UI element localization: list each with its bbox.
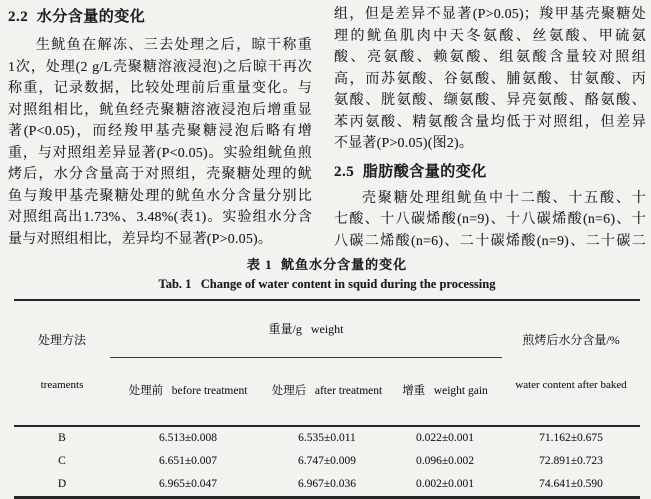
- header-weight-gain: 增重 weight gain: [388, 357, 502, 426]
- body-line: 生鱿鱼在解冻、三去处理之后，晾干称重: [36, 38, 312, 53]
- table-row: [14, 426, 640, 450]
- cell-before: 6.651±0.007: [158, 455, 218, 467]
- body-line: 七酸、十八碳烯酸(n=9)、十八碳烯酸(n=6)、十: [334, 212, 646, 227]
- cell-treatment: B: [58, 432, 66, 444]
- cell-water: 71.162±0.675: [539, 432, 603, 444]
- left-paragraph: [8, 35, 312, 250]
- right-column: [334, 4, 646, 254]
- cell-before: 6.965±0.047: [158, 478, 218, 490]
- body-line: 组，但是差异不显著(P>0.05)；羧甲基壳聚糖处: [334, 7, 646, 22]
- body-line: 烤后，水分含量高于对照组，壳聚糖处理的鱿: [8, 167, 312, 182]
- header-before-treatment: 处理前 before treatment: [110, 357, 266, 426]
- cell-before: 6.513±0.008: [158, 432, 218, 444]
- body-line: 高，而苏氨酸、谷氨酸、脯氨酸、甘氨酸、丙: [334, 71, 646, 87]
- right-paragraph-2: [334, 188, 646, 253]
- body-line: 对照组相比，鱿鱼经壳聚糖溶液浸泡后增重显: [8, 102, 312, 118]
- body-line: 苯丙氨酸、精氨酸含量均低于对照组，但差异: [334, 114, 646, 130]
- table-row: [14, 450, 640, 473]
- two-column-text-area: [8, 4, 646, 254]
- cell-water: 72.891±0.723: [539, 455, 603, 467]
- header-weight-group: 重量/g weight: [110, 300, 502, 357]
- body-line: 理的鱿鱼肌肉中天冬氨酸、丝氨酸、甲硫氨: [334, 28, 646, 44]
- cell-gain: 0.022±0.001: [415, 432, 475, 444]
- header-treatment-en: treaments: [40, 379, 84, 391]
- water-content-table: [14, 299, 640, 499]
- cell-after: 6.747±0.009: [297, 455, 357, 467]
- table-row: [14, 473, 640, 498]
- body-line: 鱼与羧甲基壳聚糖处理的鱿鱼水分含量分别比: [8, 188, 312, 204]
- body-line: 1次，处理(2 g/L壳聚糖溶液浸泡)之后晾干再次: [8, 59, 312, 75]
- header-water-en: water content after baked: [515, 379, 627, 391]
- body-line: 八碳二烯酸(n=6)、二十碳烯酸(n=9)、二十碳二: [334, 233, 646, 249]
- cell-after: 6.535±0.011: [298, 432, 356, 444]
- body-line: 对照组高出1.73%、3.48%(表1)。实验组水分含: [8, 210, 312, 225]
- body-line: 不显著(P>0.05)(图2)。: [334, 136, 474, 151]
- body-line: 氨酸、胱氨酸、缬氨酸、异亮氨酸、酪氨酸、: [334, 93, 646, 108]
- header-water-zh: 煎烤后水分含量/%: [522, 333, 620, 347]
- cell-after: 6.967±0.036: [297, 478, 357, 490]
- body-line: 壳聚糖处理组鱿鱼中十二酸、十五酸、十: [362, 190, 646, 206]
- body-line: 重，与对照组差异显著(P<0.05)。实验组鱿鱼煎: [8, 145, 312, 161]
- table-header: [14, 300, 640, 426]
- table-body: [14, 426, 640, 498]
- header-after-treatment: 处理后 after treatment: [266, 357, 388, 426]
- table-section: [8, 256, 646, 499]
- cell-gain: 0.002±0.001: [415, 478, 475, 490]
- section-heading-2-2: 2.2 水分含量的变化: [8, 9, 146, 25]
- section-heading-2-5: 2.5 脂肪酸含量的变化: [334, 163, 487, 180]
- table-title-en: Tab. 1 Change of water content in squid during the processing: [158, 277, 496, 291]
- header-treatment: [14, 300, 110, 426]
- cell-treatment: D: [57, 478, 67, 490]
- header-treatment-zh: 处理方法: [37, 333, 86, 347]
- body-line: 量与对照组相比，差异均不显著(P>0.05)。: [8, 231, 273, 247]
- cell-gain: 0.096±0.002: [415, 455, 475, 467]
- cell-water: 74.641±0.590: [539, 478, 603, 490]
- header-water-content: [502, 300, 640, 426]
- cell-treatment: C: [58, 455, 66, 467]
- body-line: 酸、亮氨酸、赖氨酸、组氨酸含量较对照组: [334, 50, 646, 65]
- right-paragraph-1: [334, 4, 646, 155]
- body-line: 称重，记录数据，比较处理前后重量变化。与: [8, 81, 312, 96]
- table-title-zh: 表 1 鱿鱼水分含量的变化: [246, 257, 408, 272]
- left-column: [8, 4, 312, 254]
- body-line: 著(P<0.05)，而经羧甲基壳聚糖浸泡后略有增: [8, 124, 312, 139]
